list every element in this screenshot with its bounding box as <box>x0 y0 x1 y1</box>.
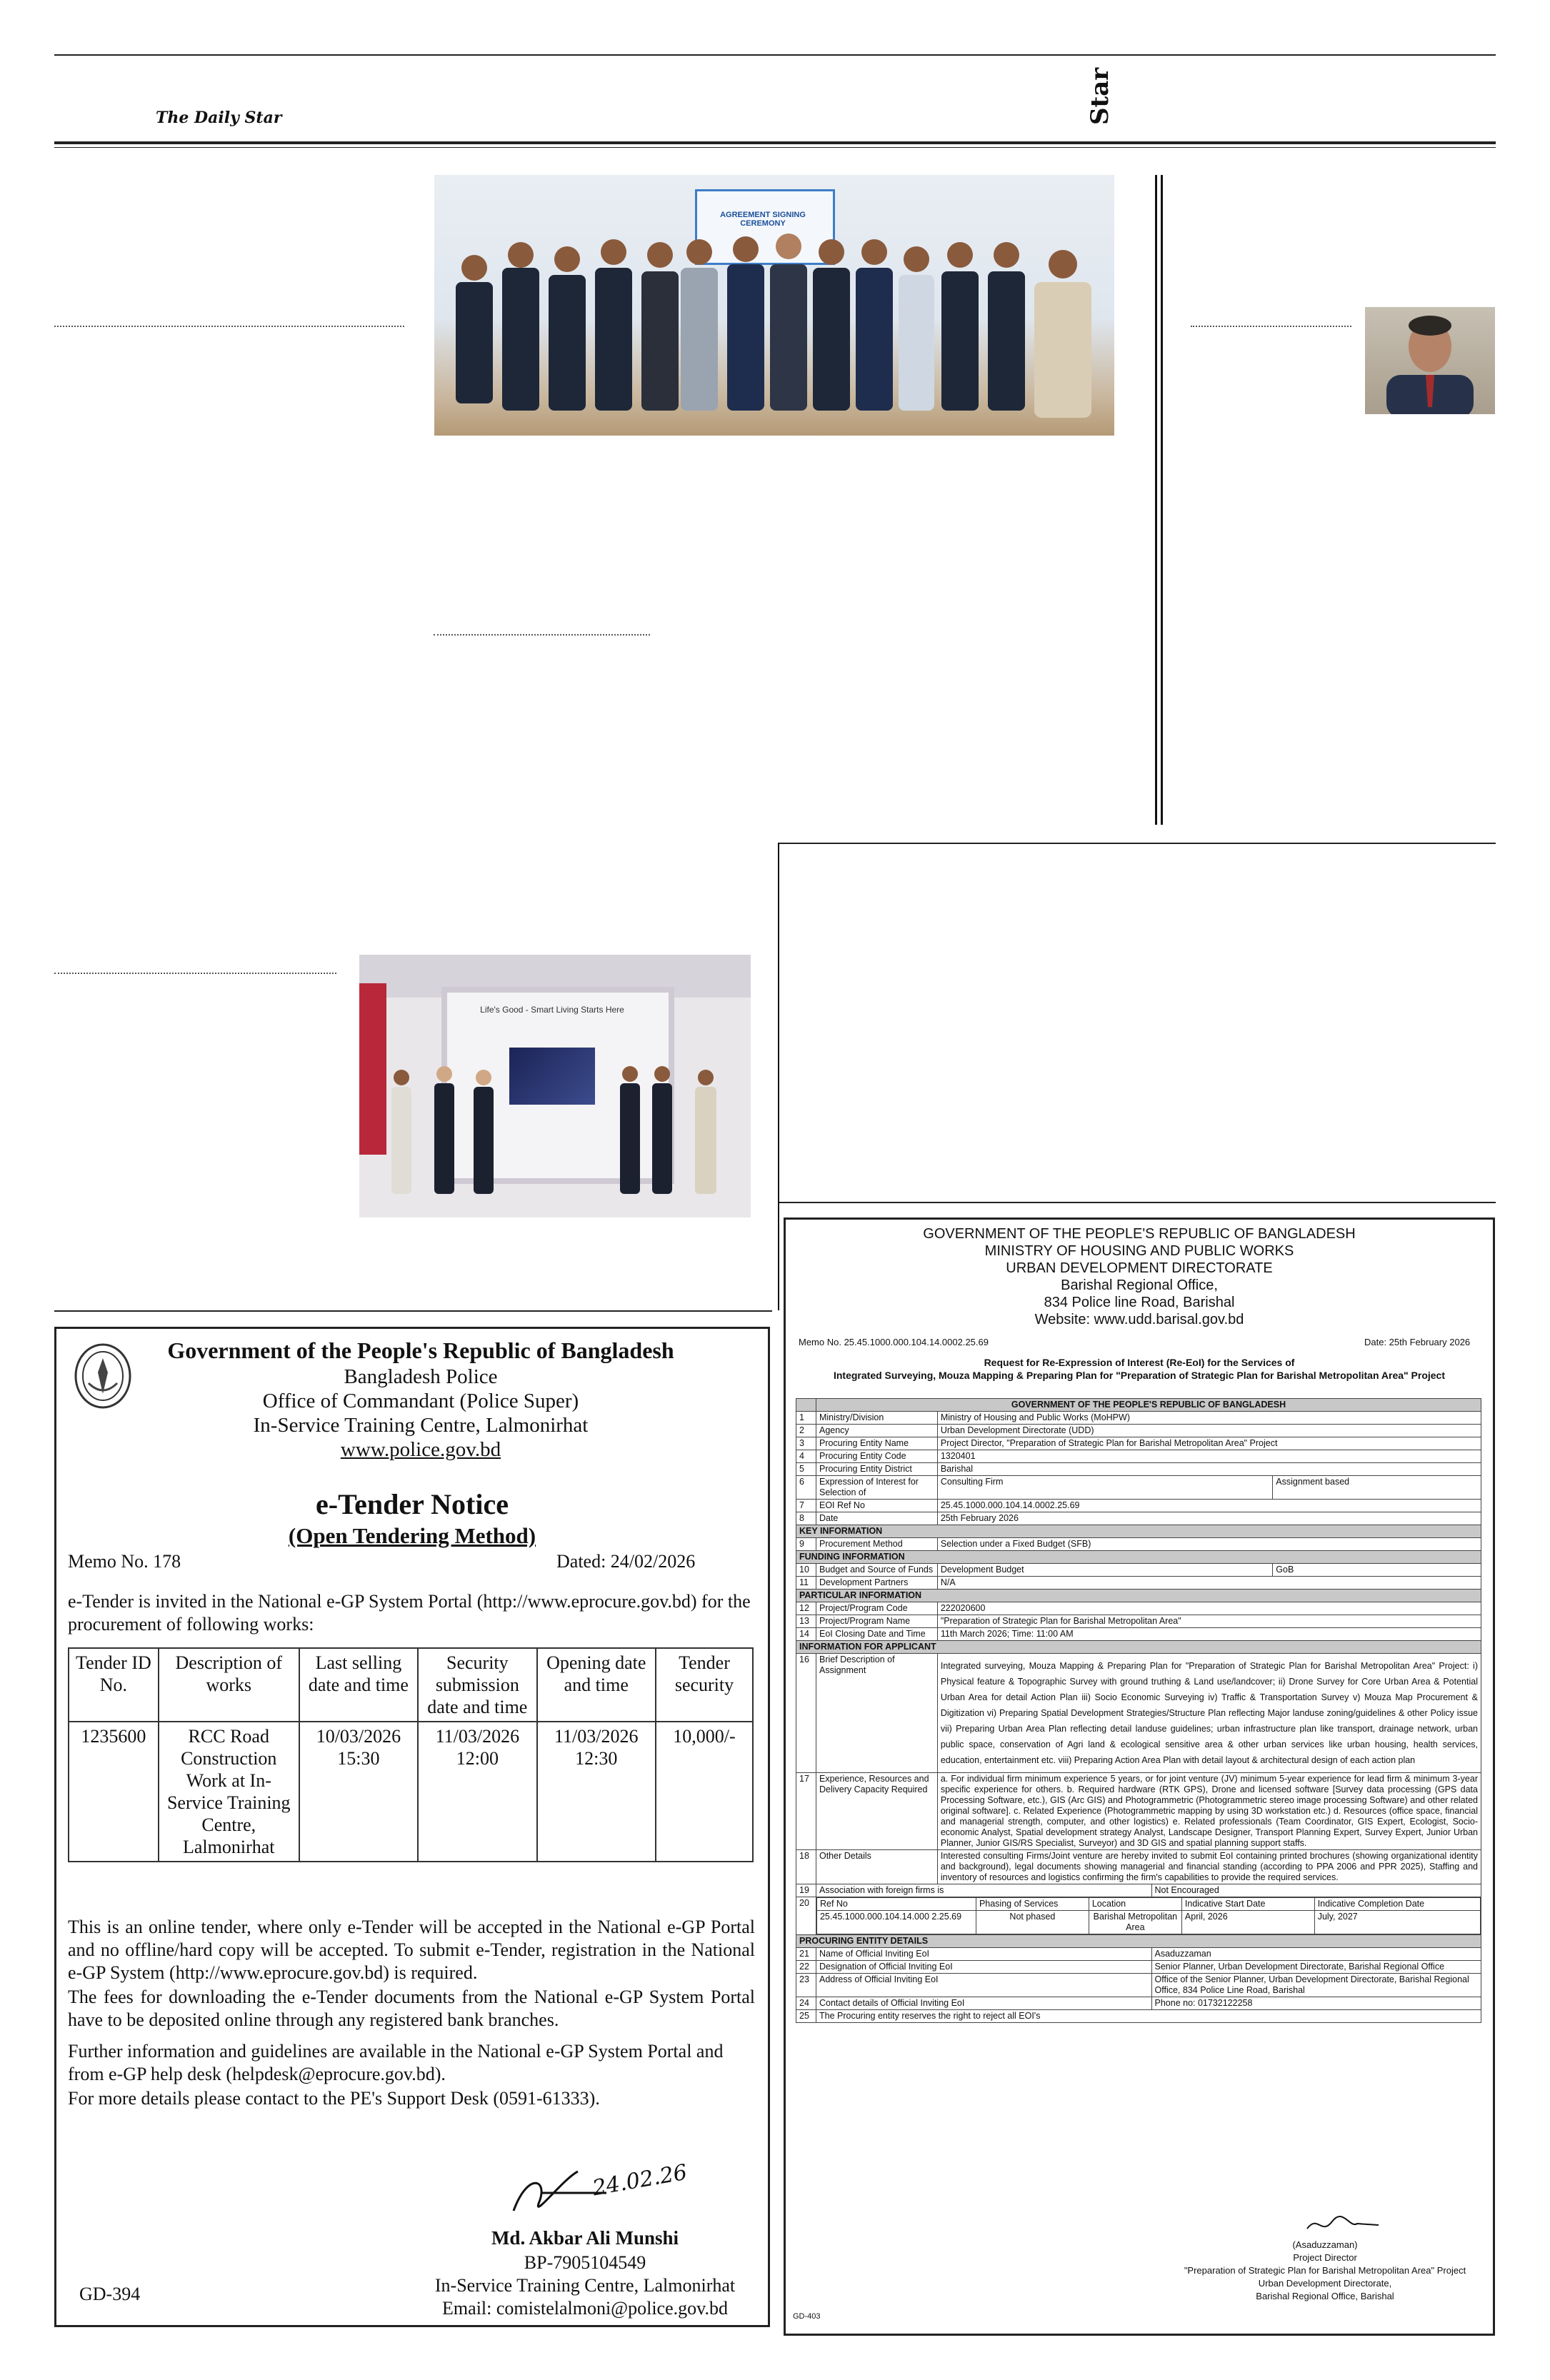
udd-signer-name: (Asaduzzaman) <box>1292 2239 1358 2250</box>
table-row: 25 The Procuring entity reserves the right to reject all EOI's <box>796 2010 1481 2023</box>
tender-paragraph: Further information and guidelines are available in the National e-GP System Portal and from e-GP help desk (helpdesk@eprocure.gov.bd). <box>68 2041 724 2084</box>
udd-website-link[interactable]: Website: www.udd.barisal.gov.bd <box>1034 1312 1244 1327</box>
udd-header-line: URBAN DEVELOPMENT DIRECTORATE <box>1006 1260 1273 1276</box>
table-row: 1 Ministry/Division Ministry of Housing and Public Works (MoHPW) <box>796 1412 1481 1425</box>
portrait-photo <box>1365 307 1495 414</box>
tender-intro: e-Tender is invited in the National e-GP System Portal (http://www.eprocure.gov.bd) for the procurement of following works: <box>68 1591 751 1635</box>
top-rule <box>54 54 1496 56</box>
udd-header-line: GOVERNMENT OF THE PEOPLE'S REPUBLIC OF BANGLADESH <box>923 1226 1356 1242</box>
masthead-logo: The Daily Star <box>156 109 282 127</box>
tender-table <box>68 1647 754 1862</box>
table-header: Security submission date and time <box>418 1648 536 1722</box>
section-rule <box>778 1202 1496 1203</box>
police-emblem-icon <box>71 1340 135 1412</box>
table-row: 2 Agency Urban Development Directorate (UDD) <box>796 1425 1481 1437</box>
table-row: 18 Other Details Interested consulting Firms/Joint venture are hereby invited to submit EoI containing printed brochures (showing organizational identity and background), legal documents showing managerial and financial standing (according to PPA 2006 and PPR 2025), Staffing and inventory of resources and logistics confirming the firm's capabilities to provide the required services. <box>796 1850 1481 1884</box>
agreement-signing-photo <box>434 175 1114 436</box>
table-section-header: PARTICULAR INFORMATION <box>796 1590 1481 1602</box>
gd-number: GD-394 <box>79 2284 141 2304</box>
table-row: 14 EoI Closing Date and Time 11th March 2026; Time: 11:00 AM <box>796 1628 1481 1641</box>
table-section-header: GOVERNMENT OF THE PEOPLE'S REPUBLIC OF BANGLADESH <box>816 1399 1481 1412</box>
lg-booth-photo <box>359 955 751 1217</box>
group-of-people <box>434 175 1114 436</box>
tender-org-line: Bangladesh Police <box>344 1365 498 1388</box>
udd-title: Integrated Surveying, Mouza Mapping & Preparing Plan for "Preparation of Strategic Plan for Barishal Metropolitan Area" Project <box>833 1370 1446 1381</box>
table-row: 7 EOI Ref No 25.45.1000.000.104.14.0002.25.69 <box>796 1500 1481 1512</box>
portrait-figure <box>1365 307 1495 414</box>
signer-office: In-Service Training Centre, Lalmonirhat <box>434 2275 736 2296</box>
column-divider <box>1161 175 1163 825</box>
tender-dated: Dated: 24/02/2026 <box>556 1551 696 1572</box>
udd-date: Date: 25th February 2026 <box>1364 1337 1471 1347</box>
table-section-header: FUNDING INFORMATION <box>796 1551 1481 1564</box>
udd-title: Request for Re-Expression of Interest (Re-EoI) for the Services of <box>984 1357 1295 1368</box>
table-row: 8 Date 25th February 2026 <box>796 1512 1481 1525</box>
udd-eoi-notice <box>784 1217 1495 2336</box>
table-header: Last selling date and time <box>299 1648 418 1722</box>
udd-info-table <box>796 1398 1481 2023</box>
masthead-rule <box>54 141 1496 144</box>
table-row: 11 Development Partners N/A <box>796 1577 1481 1590</box>
signature-date: 24.02.26 <box>590 2159 689 2201</box>
table-section-header: INFORMATION FOR APPLICANT <box>796 1641 1481 1654</box>
dotted-separator <box>54 326 404 327</box>
tender-org-line: Office of Commandant (Police Super) <box>262 1390 579 1412</box>
table-row: 13 Project/Program Name "Preparation of Strategic Plan for Barishal Metropolitan Area" <box>796 1615 1481 1628</box>
dotted-separator <box>54 973 336 974</box>
udd-signer-line: Project Director <box>1293 2252 1357 2263</box>
udd-header-line: MINISTRY OF HOUSING AND PUBLIC WORKS <box>984 1243 1294 1259</box>
tender-paragraph: For more details please contact to the PE's Support Desk (0591-61333). <box>68 2088 600 2109</box>
udd-signature-icon <box>1300 2211 1386 2239</box>
udd-header-line: Barishal Regional Office, <box>1061 1277 1218 1293</box>
udd-gd-number: GD-403 <box>793 2312 821 2321</box>
table-cell: 10,000/- <box>656 1722 753 1862</box>
booth-people <box>359 955 751 1217</box>
table-row: 24 Contact details of Official Inviting EoI Phone no: 01732122258 <box>796 1997 1481 2010</box>
udd-signer-line: "Preparation of Strategic Plan for Barishal Metropolitan Area" Project <box>1184 2265 1466 2276</box>
table-row: 10 Budget and Source of Funds Development Budget GoB <box>796 1564 1481 1577</box>
table-cell: 1235600 <box>69 1722 159 1862</box>
table-row: 9 Procurement Method Selection under a Fixed Budget (SFB) <box>796 1538 1481 1551</box>
table-row: 20 Ref No Phasing of Services Location Indicative Start Date Indicative Completion Date 25.45.1000.000.104.14.000 2.25.69 Not phased Barishal Metropolitan Area April, 2026 July, 2027 <box>796 1897 1481 1935</box>
table-cell: RCC Road Construction Work at In-Service Training Centre, Lalmonirhat <box>159 1722 299 1862</box>
tender-website-link[interactable]: www.police.gov.bd <box>340 1438 501 1461</box>
table-cell: 10/03/2026 15:30 <box>299 1722 418 1862</box>
table-row: 3 Procuring Entity Name Project Director, "Preparation of Strategic Plan for Barishal Metropolitan Area" Project <box>796 1437 1481 1450</box>
booth-banner-text: Life's Good - Smart Living Starts Here <box>480 1005 624 1015</box>
table-row: 5 Procuring Entity District Barishal <box>796 1463 1481 1476</box>
dotted-separator <box>434 634 650 636</box>
table-section-header: PROCURING ENTITY DETAILS <box>796 1935 1481 1948</box>
section-rule <box>54 1310 772 1312</box>
tender-memo: Memo No. 178 <box>68 1551 181 1572</box>
signer-name: Md. Akbar Ali Munshi <box>491 2227 679 2249</box>
column-divider <box>1155 175 1157 825</box>
table-cell: 11/03/2026 12:00 <box>418 1722 536 1862</box>
masthead-star-logo: Star <box>1086 67 1114 125</box>
tender-paragraph: The fees for downloading the e-Tender documents from the National e-GP System Portal have to be deposited online through any registered bank branches. <box>68 1987 755 2030</box>
table-header: Opening date and time <box>537 1648 656 1722</box>
tender-org-line: In-Service Training Centre, Lalmonirhat <box>253 1414 589 1437</box>
signer-email[interactable]: Email: comistelalmoni@police.gov.bd <box>442 2298 728 2319</box>
table-row: 19 Association with foreign firms is Not Encouraged <box>796 1884 1481 1897</box>
table-header: Description of works <box>159 1648 299 1722</box>
udd-header-line: 834 Police line Road, Barishal <box>1044 1295 1235 1310</box>
table-header: Tender ID No. <box>69 1648 159 1722</box>
udd-signer-line: Barishal Regional Office, Barishal <box>1256 2291 1394 2301</box>
table-row: 22 Designation of Official Inviting EoI Senior Planner, Urban Development Directorate, Barishal Regional Office <box>796 1961 1481 1974</box>
udd-memo: Memo No. 25.45.1000.000.104.14.0002.25.69 <box>799 1337 989 1347</box>
column-divider <box>778 843 779 1310</box>
signer-bp: BP-7905104549 <box>524 2252 646 2273</box>
table-cell: 11/03/2026 12:30 <box>537 1722 656 1862</box>
table-row: 4 Procuring Entity Code 1320401 <box>796 1450 1481 1463</box>
table-row: 6 Expression of Interest for Selection of Consulting Firm Assignment based <box>796 1476 1481 1500</box>
table-row <box>69 1722 753 1862</box>
table-section-header: KEY INFORMATION <box>796 1525 1481 1538</box>
table-row: 23 Address of Official Inviting EoI Office of the Senior Planner, Urban Development Directorate, Barishal Regional Office, 834 Police Line Road, Barishal <box>796 1974 1481 1997</box>
phasing-table: Ref No Phasing of Services Location Indicative Start Date Indicative Completion Date 25.45.1000.000.104.14.000 2.25.69 Not phased Barishal Metropolitan Area April, 2026 July, 2027 <box>816 1897 1481 1934</box>
table-row: 21 Name of Official Inviting EoI Asaduzzaman <box>796 1948 1481 1961</box>
masthead-rule-thin <box>54 147 1496 148</box>
tender-gov-title: Government of the People's Republic of Bangladesh <box>167 1337 674 1363</box>
e-tender-notice <box>54 1327 770 2327</box>
tender-heading: e-Tender Notice <box>316 1488 509 1520</box>
udd-signer-line: Urban Development Directorate, <box>1258 2278 1392 2289</box>
dotted-separator <box>1191 326 1351 327</box>
table-row: 12 Project/Program Code 222020600 <box>796 1602 1481 1615</box>
section-rule <box>778 843 1496 844</box>
tender-method: (Open Tendering Method) <box>288 1523 536 1548</box>
table-header: Tender security <box>656 1648 753 1722</box>
table-row: 17 Experience, Resources and Delivery Capacity Required a. For individual firm minimum experience 5 years, or for joint venture (JV) minimum 5-year experience for lead firm & minimum 3-year specific experience for others. b. Required hardware (RTK GPS), Drone and licensed software [Survey data processing (GPS data Processing Software, etc.), GIS (Arc GIS) and Photogrammetric (Photogrammetric stereo image processing Software) and other related original software]. c. Related Experience (Photogrammetric mapping by using 3D workstation etc.) d. Resources (office space, financial and managerial strength, computer, and other logistics) e. Related professionals (Team Coordinator, GIS Expert, Ecologist, Socio-economic Analyst, Spatial development strategy Analyst, Landscape Designer, Transport Planning Expert, Survey Expert, Junior Urban Planner, Junior GIS/RS Specialist, Surveyor) and 3D GIS and spatial planning support staffs. <box>796 1773 1481 1850</box>
table-row: 16 Brief Description of Assignment Integrated surveying, Mouza Mapping & Preparing Plan for "Preparation of Strategic Plan for Barishal Metropolitan Area" Project: i) Physical feature & Topographic Survey with ground truthing & Land use/landcover; ii) Drone Survey for Core Urban Area & Potential Urban Area for detail Action Plan iii) Socio Economic Surveying iv) Traffic & Transportation Survey v) Mouza Map Procurement & Digitization vi) Preparing Spatial Development Strategies/Structure Plan reflecting Major landuse zoning/guidelines & other Policy issue vii) Preparing Urban Area Plan reflecting detail landuse guidelines; urban infrastructure plan like transport, drainage network, urban public space, conservation of Agri land & ecological sensitive area & other urban services like urban housing, health services, education, entertainment etc. viii) Preparing Action Area Plan with detail layout & architectural design of each action plan <box>796 1654 1481 1773</box>
ceremony-banner-text: AGREEMENT SIGNING CEREMONY <box>720 211 806 228</box>
tender-paragraph: This is an online tender, where only e-Tender will be accepted in the National e-GP Portal and no offline/hard copy will be accepted. To submit e-Tender, registration in the National e-GP System (http://www.eprocure.gov.bd) is required. <box>68 1917 755 1983</box>
